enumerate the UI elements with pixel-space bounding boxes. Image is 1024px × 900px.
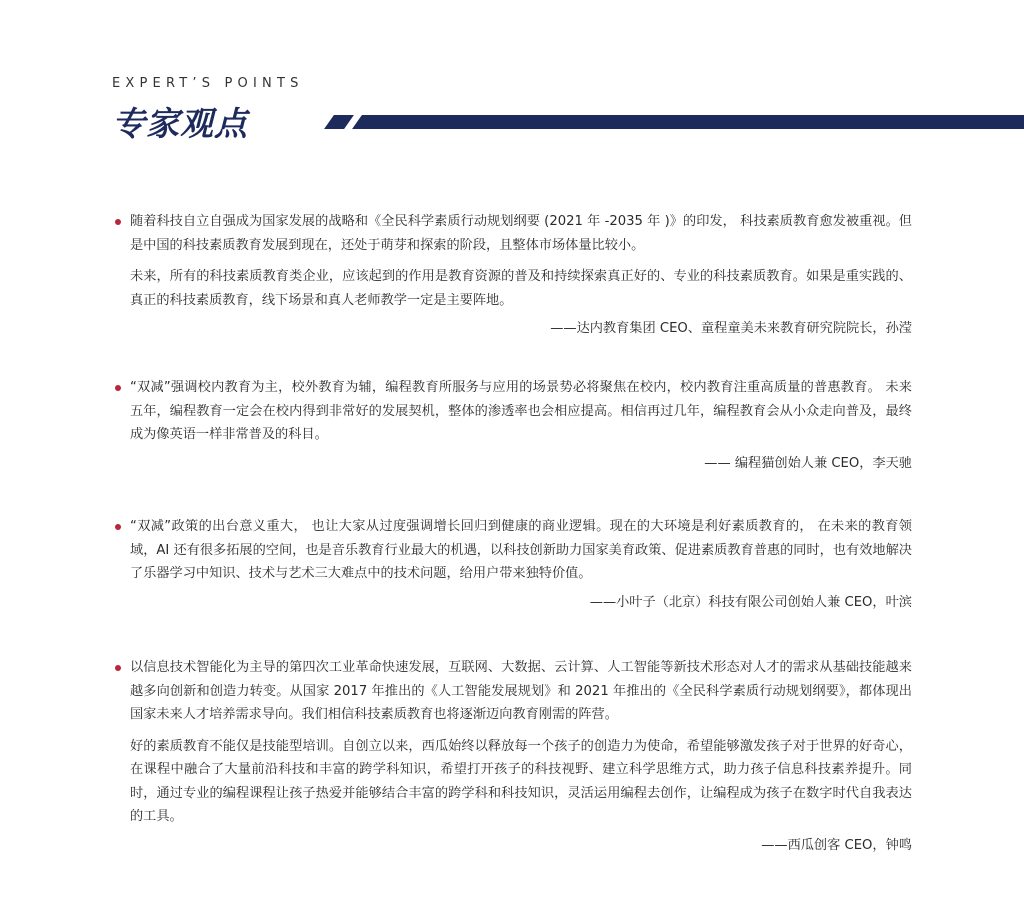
quote-paragraph: 以信息技术智能化为主导的第四次工业革命快速发展，互联网、大数据、云计算、人工智能等新技术形态对人才的需求从基础技能越来越多向创新和创造力转变。从国家 2017 年推出的《人工智能发展规划》和 2021 年推出的《全民科学素质行动规划纲要》，都体现出国家未来人才培养需求导向。我们相信科技素质教育也将逐渐迈向教育刚需的阵营。 — [130, 660, 912, 722]
quote-paragraph: “双减”政策的出台意义重大， 也让大家从过度强调增长回归到健康的商业逻辑。现在的大环境是利好素质教育的， 在未来的教育领域，AI 还有很多拓展的空间，也是音乐教育行业最大的机遇，以科技创新助力国家美育政策、促进素质教育普惠的同时，也有效地解决了乐器学习中知识、技术与艺术三大难点中的技术问题，给用户带来独特价值。 — [130, 519, 912, 581]
quote-paragraph: “双减”强调校内教育为主，校外教育为辅，编程教育所服务与应用的场景势必将聚焦在校内，校内教育注重高质量的普惠教育。 未来五年，编程教育一定会在校内得到非常好的发展契机，整体的渗透率也会相应提高。相信再过几年，编程教育会从小众走向普及，最终成为像英语一样非常普及的科目。 — [130, 380, 912, 442]
page-title: 专家观点 — [112, 104, 248, 143]
bullet-dot — [115, 219, 121, 225]
quote-section-2 — [112, 376, 912, 474]
header-stripe-small — [324, 115, 354, 129]
quote-paragraph: 好的素质教育不能仅是技能型培训。自创立以来，西瓜始终以释放每一个孩子的创造力为使命，希望能够激发孩子对于世界的好奇心，在课程中融合了大量前沿科技和丰富的跨学科知识，希望打开孩子的科技视野、建立科学思维方式，助力孩子信息科技素养提升。同时，通过专业的编程课程让孩子热爱并能够结合丰富的跨学科和科技知识，灵活运用编程去创作，让编程成为孩子在数字时代自我表达的工具。 — [130, 738, 912, 824]
bullet-dot — [115, 665, 121, 671]
bullet-dot — [115, 385, 121, 391]
quote-paragraph: 未来，所有的科技素质教育类企业，应该起到的作用是教育资源的普及和持续探索真正好的、专业的科技素质教育。如果是重实践的、真正的科技素质教育，线下场景和真人老师教学一定是主要阵地。 — [130, 269, 912, 308]
quote-section-3 — [112, 515, 912, 613]
quote-attribution: ——小叶子（北京）科技有限公司创始人兼 CEO，叶滨 — [589, 594, 912, 610]
quote-section-1 — [112, 210, 912, 339]
quote-attribution: ——西瓜创客 CEO，钟鸣 — [761, 837, 912, 853]
quote-attribution: ——达内教育集团 CEO、童程童美未来教育研究院院长，孙滢 — [550, 321, 912, 336]
bullet-dot — [115, 524, 121, 530]
quote-section-4 — [112, 656, 912, 856]
header-stripe-long — [352, 115, 1024, 129]
quote-paragraph: 随着科技自立自强成为国家发展的战略和《全民科学素质行动规划纲要 (2021 年 -2035 年 )》的印发， 科技素质教育愈发被重视。但是中国的科技素质教育发展到现在，还处于萌芽和探索的阶段，且整体市场体量比较小。 — [130, 214, 912, 253]
header-subtitle: EXPERT’S POINTS — [112, 76, 304, 91]
quote-attribution: —— 编程猫创始人兼 CEO，李天驰 — [704, 455, 912, 471]
